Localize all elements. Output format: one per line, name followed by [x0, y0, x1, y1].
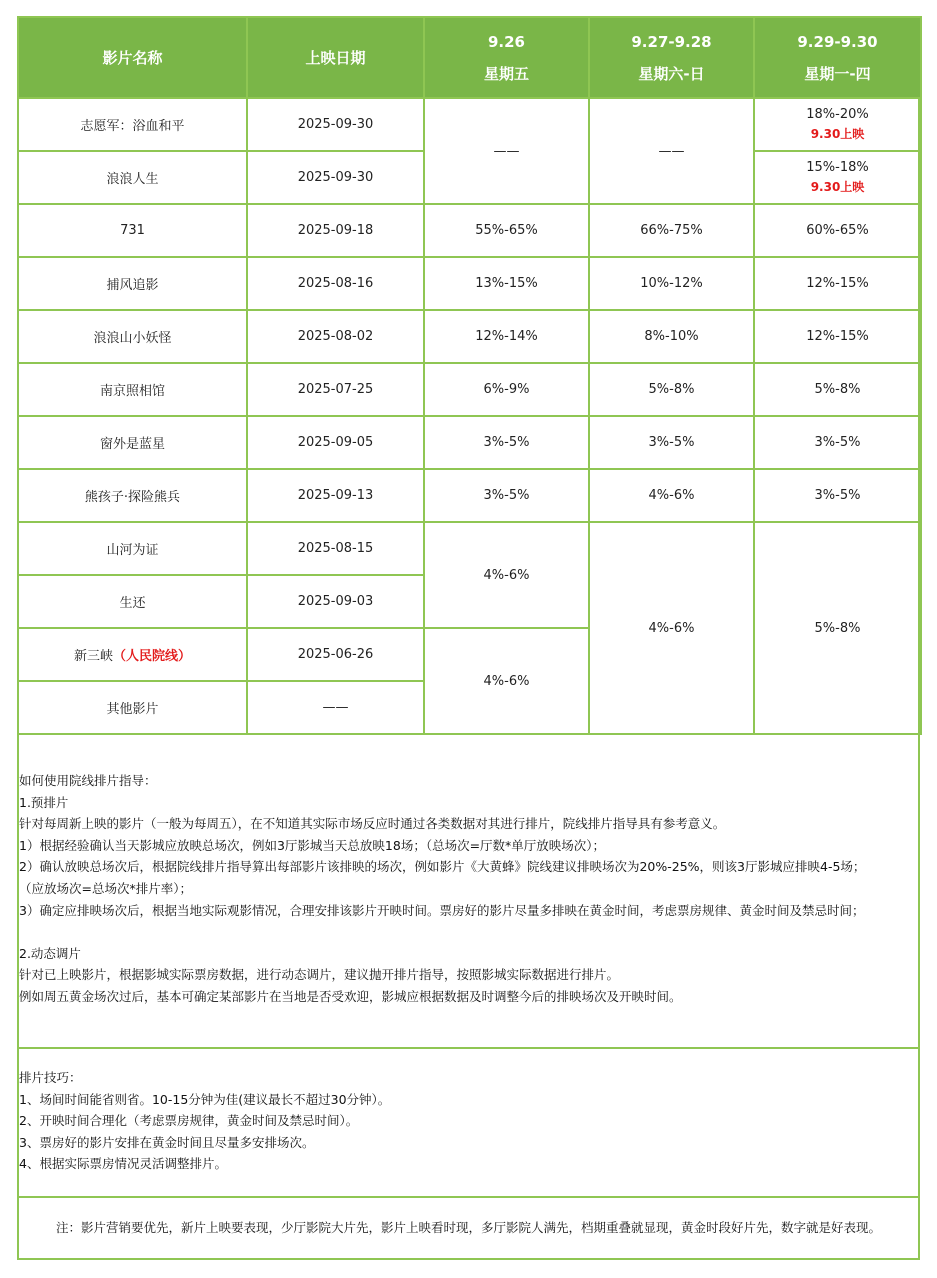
share-cell: 6%-9%	[424, 363, 589, 416]
share-cell: 4%-6%	[424, 522, 589, 628]
table-row	[18, 204, 921, 257]
section-divider	[17, 1047, 920, 1049]
share-cell: 12%-15%	[754, 310, 921, 363]
film-name-note: （人民院线）	[113, 649, 192, 664]
share-cell: 4%-6%	[589, 469, 754, 522]
share-cell: 4%-6%	[424, 628, 589, 734]
footer-note: 注：影片营销要优先，新片上映要表现，少厅影院大片先，影片上映看时现，多厅影院人满先，档期重叠就显现，黄金时段好片先，数字就是好表现。	[55, 1220, 881, 1235]
share-cell	[754, 98, 921, 151]
release-note: 9.30上映	[810, 180, 865, 194]
table-row	[18, 469, 921, 522]
release-note: 9.30上映	[810, 127, 865, 141]
film-name: 南京照相馆	[18, 363, 247, 416]
share-cell: ——	[589, 98, 754, 204]
guide-line: 1）根据经验确认当天影城应放映总场次，例如3厅影城当天总放映18场；（总场次=厅数*单厅放映场次）；	[19, 837, 606, 853]
film-name: 熊孩子·探险熊兵	[18, 469, 247, 522]
tips-line: 2、开映时间合理化（考虑票房规律，黄金时间及禁忌时间）。	[19, 1113, 359, 1129]
share-cell: 12%-14%	[424, 310, 589, 363]
header-col1-date: 9.26	[487, 32, 525, 51]
share-cell: 12%-15%	[754, 257, 921, 310]
share-cell: 55%-65%	[424, 204, 589, 257]
share-cell: 5%-8%	[589, 363, 754, 416]
guide-line: 2.动态调片	[19, 945, 81, 961]
table-row	[18, 416, 921, 469]
share-cell: 60%-65%	[754, 204, 921, 257]
film-name: 浪浪山小妖怪	[18, 310, 247, 363]
guide-line: （应放场次=总场次*排片率）；	[19, 880, 192, 896]
share-cell: 13%-15%	[424, 257, 589, 310]
share-cell: 5%-8%	[754, 522, 921, 734]
release-date: 2025-08-16	[247, 257, 424, 310]
release-date: 2025-06-26	[247, 628, 424, 681]
table-row	[18, 522, 921, 575]
tips-line: 排片技巧：	[19, 1070, 82, 1085]
table-row	[18, 363, 921, 416]
release-date: 2025-09-03	[247, 575, 424, 628]
guide-line: 3）确定应排映场次后，根据当地实际观影情况，合理安排该影片开映时间。票房好的影片尽量多排映在黄金时间，考虑票房规律、黄金时间及禁忌时间；	[19, 902, 865, 918]
film-name: 志愿军：浴血和平	[18, 98, 247, 151]
schedule-table	[17, 16, 922, 735]
film-name: 山河为证	[18, 522, 247, 575]
table-row	[18, 310, 921, 363]
release-date: ——	[247, 681, 424, 734]
table-header-row	[18, 17, 921, 98]
release-date: 2025-09-18	[247, 204, 424, 257]
header-col3	[754, 17, 921, 98]
header-col3-date: 9.29-9.30	[797, 32, 878, 51]
release-date: 2025-08-15	[247, 522, 424, 575]
share-cell: 3%-5%	[424, 416, 589, 469]
table-row	[18, 98, 921, 151]
share-cell: 3%-5%	[424, 469, 589, 522]
release-date: 2025-09-05	[247, 416, 424, 469]
header-col3-day: 星期一-四	[804, 64, 871, 83]
guide-line: 1.预排片	[19, 794, 69, 810]
guide-section	[19, 770, 865, 1008]
header-col1	[424, 17, 589, 98]
guide-line	[19, 921, 865, 943]
share-cell: 10%-12%	[589, 257, 754, 310]
header-film-name: 影片名称	[18, 17, 247, 98]
film-name: 浪浪人生	[18, 151, 247, 204]
tips-line: 3、票房好的影片安排在黄金时间且尽量多安排场次。	[19, 1134, 315, 1150]
release-date: 2025-08-02	[247, 310, 424, 363]
share-cell: 3%-5%	[754, 416, 921, 469]
share-cell: 5%-8%	[754, 363, 921, 416]
film-name: 窗外是蓝星	[18, 416, 247, 469]
header-col2-day: 星期六-日	[638, 64, 705, 83]
tips-line: 4、根据实际票房情况灵活调整排片。	[19, 1156, 227, 1172]
share-cell: 3%-5%	[589, 416, 754, 469]
share-cell: 66%-75%	[589, 204, 754, 257]
share-cell: 3%-5%	[754, 469, 921, 522]
guide-line: 如何使用院线排片指导：	[19, 773, 157, 788]
film-name: 731	[18, 204, 247, 257]
header-col1-day: 星期五	[483, 64, 529, 83]
film-name: 生还	[18, 575, 247, 628]
guide-line: 例如周五黄金场次过后，基本可确定某部影片在当地是否受欢迎，影城应根据数据及时调整今后的排映场次及开映时间。	[19, 988, 682, 1004]
share-cell	[754, 151, 921, 204]
film-name: 捕风追影	[18, 257, 247, 310]
share-cell: ——	[424, 98, 589, 204]
release-date: 2025-07-25	[247, 363, 424, 416]
tips-line: 1、场间时间能省则省。10-15分钟为佳(建议最长不超过30分钟）。	[19, 1091, 391, 1107]
guide-line: 针对已上映影片，根据影城实际票房数据，进行动态调片，建议抛开排片指导，按照影城实际数据进行排片。	[19, 967, 620, 983]
release-date: 2025-09-30	[247, 151, 424, 204]
share-value: 18%-20%	[806, 107, 869, 122]
guide-line: 2）确认放映总场次后，根据院线排片指导算出每部影片该排映的场次，例如影片《大黄蜂》院线建议排映场次为20%-25%，则该3厅影城应排映4-5场；	[19, 859, 866, 875]
guide-line: 针对每周新上映的影片（一般为每周五），在不知道其实际市场反应时通过各类数据对其进行排片，院线排片指导具有参考意义。	[19, 816, 726, 832]
share-value: 15%-18%	[806, 160, 869, 175]
film-name: 其他影片	[18, 681, 247, 734]
release-date: 2025-09-13	[247, 469, 424, 522]
share-cell: 4%-6%	[589, 522, 754, 734]
header-release-date: 上映日期	[247, 17, 424, 98]
table-row	[18, 257, 921, 310]
film-name-text: 新三峡	[73, 649, 113, 664]
film-name	[18, 628, 247, 681]
release-date: 2025-09-30	[247, 98, 424, 151]
tips-section	[19, 1067, 390, 1175]
header-col2	[589, 17, 754, 98]
share-cell: 8%-10%	[589, 310, 754, 363]
header-col2-date: 9.27-9.28	[631, 32, 712, 51]
